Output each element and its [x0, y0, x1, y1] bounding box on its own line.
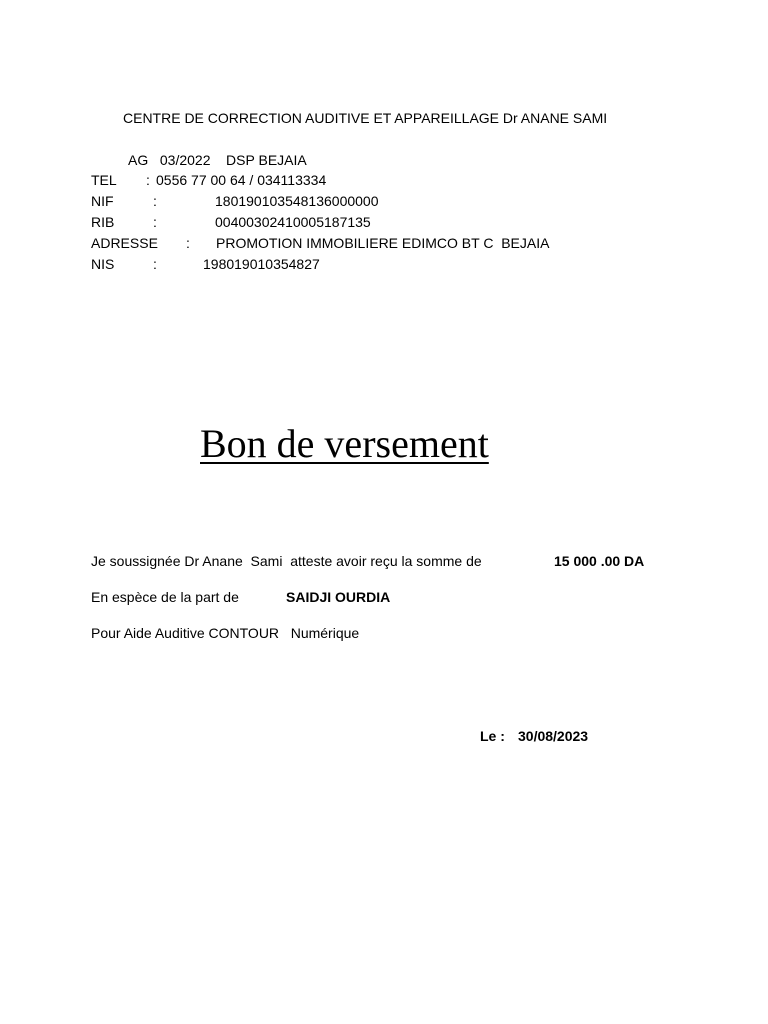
adresse-value: PROMOTION IMMOBILIERE EDIMCO BT C BEJAIA — [216, 235, 550, 251]
purpose-line: Pour Aide Auditive CONTOUR Numérique — [91, 625, 360, 641]
nif-label: NIF — [91, 193, 114, 209]
rib-value: 00400302410005187135 — [215, 214, 371, 230]
adresse-separator: : — [186, 235, 190, 251]
rib-label: RIB — [91, 214, 115, 230]
nif-value: 180190103548136000000 — [215, 193, 379, 209]
tel-label: TEL — [91, 172, 117, 188]
tel-value: 0556 77 00 64 / 034113334 — [156, 172, 327, 188]
nif-separator: : — [153, 193, 157, 209]
center-name: CENTRE DE CORRECTION AUDITIVE ET APPAREILLAGE Dr ANANE SAMI — [123, 110, 608, 126]
ag-line: AG 03/2022 DSP BEJAIA — [128, 152, 307, 168]
date-value: 30/08/2023 — [518, 728, 589, 744]
adresse-label: ADRESSE — [91, 235, 158, 251]
rib-separator: : — [153, 214, 157, 230]
payer-label: En espèce de la part de — [91, 589, 239, 605]
document-title: Bon de versement — [200, 421, 489, 466]
tel-separator: : — [146, 172, 150, 188]
amount-value: 15 000 .00 DA — [554, 553, 645, 569]
nis-label: NIS — [91, 256, 115, 272]
payer-name: SAIDJI OURDIA — [286, 589, 391, 605]
receipt-statement: Je soussignée Dr Anane Sami atteste avoir reçu la somme de — [91, 553, 482, 569]
nis-value: 198019010354827 — [203, 256, 320, 272]
date-label: Le : — [480, 728, 505, 744]
nis-separator: : — [153, 256, 157, 272]
